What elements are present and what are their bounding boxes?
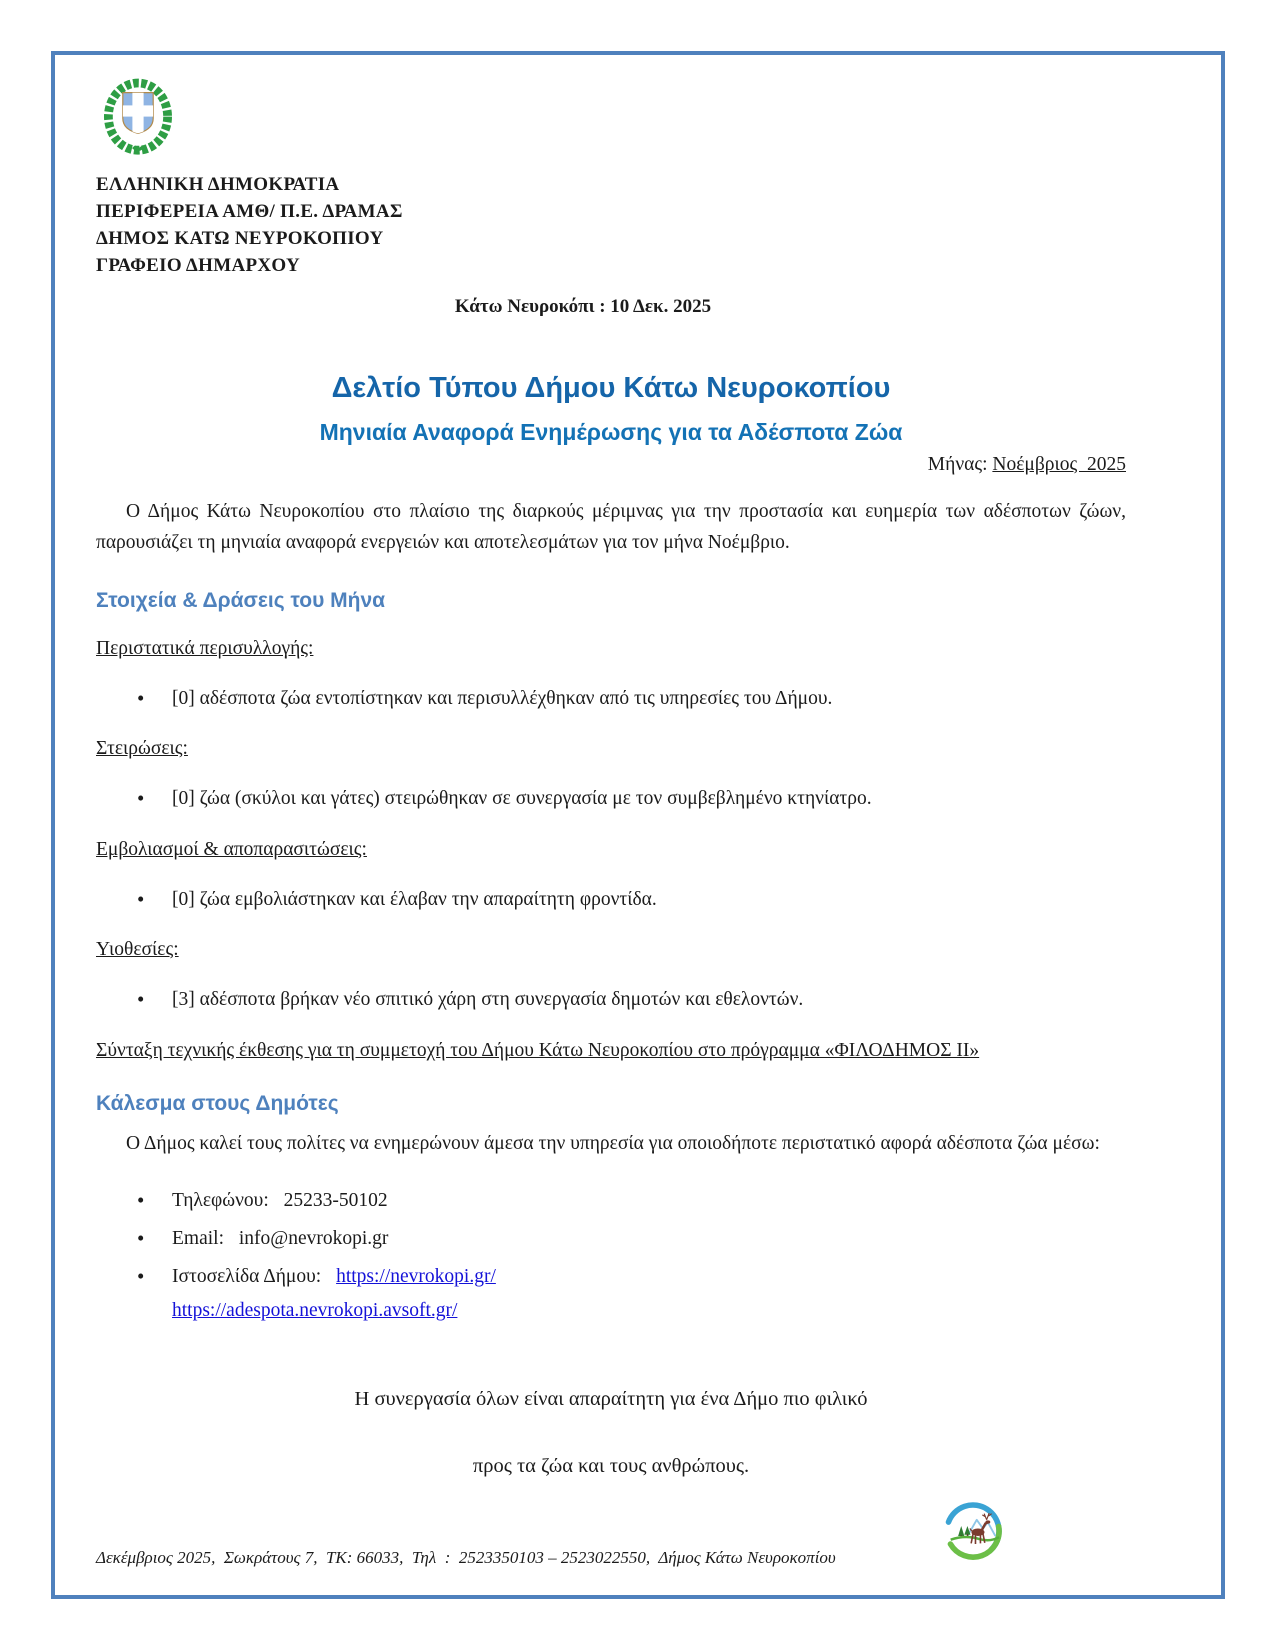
greek-republic-emblem-icon bbox=[98, 74, 178, 156]
contact-list bbox=[96, 1186, 1126, 1326]
phone-label: Τηλεφώνου: bbox=[172, 1189, 274, 1211]
month-label: Μήνας: bbox=[927, 453, 993, 475]
stats-label-adoptions bbox=[96, 939, 1126, 961]
contact-item-website bbox=[96, 1262, 1126, 1326]
month-line bbox=[96, 454, 1126, 476]
website-label: Ιστοσελίδα Δήμου: bbox=[172, 1266, 322, 1288]
stats-bullet-adoptions: • [3] αδέσποτα βρήκαν νέο σπιτικό χάρη στη συνεργασία δημοτών και εθελοντών. bbox=[96, 985, 1126, 1014]
contact-item-phone bbox=[96, 1186, 1126, 1215]
section-heading-call: Κάλεσμα στους Δημότες bbox=[96, 1092, 339, 1116]
stats-label-sterilizations-text: Στειρώσεις: bbox=[96, 738, 188, 760]
stats-bullet-sterilizations: • [0] ζώα (σκύλοι και γάτες) στειρώθηκαν σε συνεργασία με τον συμβεβλημένο κτηνίατρο. bbox=[96, 784, 1126, 813]
date-line: Κάτω Νευροκόπι : 10 Δεκ. 2025 bbox=[454, 295, 712, 317]
stats-label-vaccinations bbox=[96, 839, 1126, 861]
stats-label-adoptions-text: Υιοθεσίες: bbox=[96, 938, 179, 960]
filodimos-note: Σύνταξη τεχνικής έκθεσης για τη συμμετοχή του Δήμου Κάτω Νευροκοπίου στο πρόγραμμα «ΦΙΛΟΔΗΜΟΣ ΙΙ» bbox=[96, 1040, 980, 1062]
stats-bullet-vaccinations: • [0] ζώα εμβολιάστηκαν και έλαβαν την απαραίτητη φροντίδα. bbox=[96, 885, 1126, 914]
stats-bullet-collection: • [0] αδέσποτα ζώα εντοπίστηκαν και περισυλλέχθηκαν από τις υπηρεσίες του Δήμου. bbox=[96, 684, 1126, 713]
email-address: info@nevrokopi.gr bbox=[238, 1227, 389, 1249]
stats-label-vaccinations-text: Εμβολιασμοί & αποπαρασιτώσεις: bbox=[96, 838, 367, 860]
contact-item-email bbox=[96, 1224, 1126, 1253]
stats-label-collection bbox=[96, 638, 1126, 660]
stats-label-sterilizations bbox=[96, 738, 1126, 760]
closing-line-2: προς τα ζώα και τους ανθρώπους. bbox=[472, 1454, 750, 1477]
page-title: Δελτίο Τύπου Δήμου Κάτω Νευροκοπίου bbox=[331, 371, 891, 404]
footer-contact-line: Δεκέμβριος 2025, Σωκράτους 7, ΤΚ: 66033, Τηλ : 2523350103 – 2523022550, Δήμος Κάτω Νευροκοπίου bbox=[96, 1548, 836, 1567]
phone-number: 25233-50102 bbox=[283, 1189, 388, 1211]
section-heading-stats: Στοιχεία & Δράσεις του Μήνα bbox=[96, 589, 386, 613]
agency-line-republic: ΕΛΛΗΝΙΚΗ ΔΗΜΟΚΡΑΤΙΑ bbox=[96, 174, 340, 195]
page-content bbox=[96, 60, 1126, 1478]
agency-line-region: ΠΕΡΙΦΕΡΕΙΑ ΑΜΘ/ Π.Ε. ΔΡΑΜΑΣ bbox=[96, 200, 403, 222]
call-paragraph: Ο Δήμος καλεί τους πολίτες να ενημερώνουν άμεσα την υπηρεσία για οποιοδήποτε περιστατικό αφορά αδέσποτα ζώα μέσω: bbox=[126, 1133, 1100, 1155]
page-subtitle: Μηνιαία Αναφορά Ενημέρωσης για τα Αδέσποτα Ζώα bbox=[319, 418, 903, 445]
municipality-website-link[interactable]: https://nevrokopi.gr/ bbox=[336, 1266, 496, 1288]
closing-line-1: Η συνεργασία όλων είναι απαραίτητη για ένα Δήμο πιο φιλικό bbox=[354, 1387, 868, 1410]
email-label: Email: bbox=[172, 1227, 229, 1249]
agency-header bbox=[96, 172, 1126, 280]
intro-paragraph: Ο Δήμος Κάτω Νευροκοπίου στο πλαίσιο της διαρκούς μέριμνας για την προστασία και ευημερία των αδέσποτων ζώων, παρουσιάζει τη μηνιαία αναφορά ενεργειών και αποτελεσμάτων για τον μήνα Νοέμβριο. bbox=[96, 500, 1126, 554]
stats-label-collection-text: Περιστατικά περισυλλογής: bbox=[96, 638, 314, 660]
month-value: Νοέμβριος 2025 bbox=[992, 453, 1126, 475]
agency-line-mayor-office: ΓΡΑΦΕΙΟ ΔΗΜΑΡΧΟΥ bbox=[96, 254, 301, 276]
stray-animals-portal-link[interactable]: https://adespota.nevrokopi.avsoft.gr/ bbox=[172, 1300, 458, 1322]
agency-line-municipality: ΔΗΜΟΣ ΚΑΤΩ ΝΕΥΡΟΚΟΠΙΟΥ bbox=[96, 227, 384, 249]
